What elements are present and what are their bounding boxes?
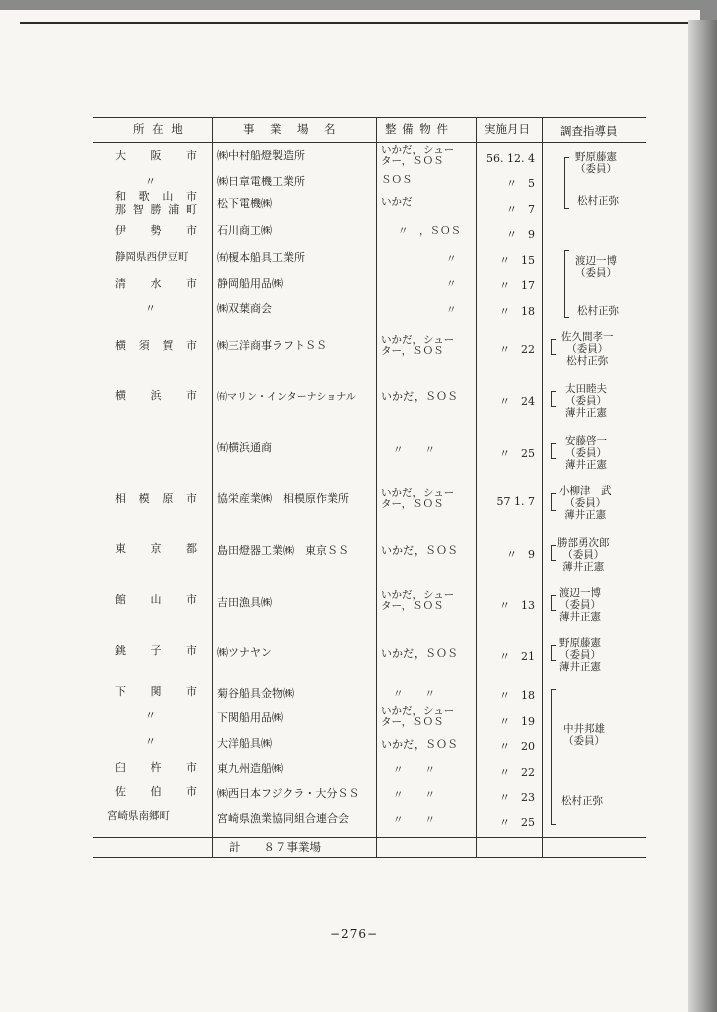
row-business: 宮崎県漁業協同組合連合会 xyxy=(217,812,349,825)
col-rule-1 xyxy=(212,117,213,857)
group-brace xyxy=(551,645,556,661)
row-date: 〃 18 xyxy=(499,305,535,318)
inspector-name: 松村正弥 xyxy=(577,195,619,207)
row-business: ㈱双葉商会 xyxy=(217,302,272,315)
row-date: 〃 9 xyxy=(506,548,535,561)
row-date: 〃 9 xyxy=(506,228,535,241)
row-business: 下関船用品㈱ xyxy=(217,711,283,724)
row-date: 〃 13 xyxy=(499,599,535,612)
row-date: 〃 5 xyxy=(506,177,535,190)
total-top-rule xyxy=(93,837,646,838)
group-brace xyxy=(551,443,556,459)
row-business: 松下電機㈱ xyxy=(217,197,272,210)
inspector-name: 野原藤憲 （委員） xyxy=(575,151,617,175)
row-business: ㈱ツナヤン xyxy=(217,646,272,659)
row-date: 56. 12. 4 xyxy=(486,152,535,165)
col-rule-4 xyxy=(542,117,543,857)
row-property: 〃 〃 xyxy=(393,764,435,776)
row-business: 吉田漁具㈱ xyxy=(217,596,272,609)
row-location: 大 阪 市 xyxy=(115,149,197,162)
row-date: 〃 7 xyxy=(506,203,535,216)
row-property: いかだ，ＳＯＳ xyxy=(381,738,458,751)
row-business: 静岡船用品㈱ xyxy=(217,277,283,290)
row-date: 〃 20 xyxy=(499,740,535,753)
row-property: 〃 xyxy=(446,253,457,265)
row-property: いかだ，ＳＯＳ xyxy=(381,390,458,403)
row-property: 〃 〃 xyxy=(393,444,435,456)
row-location: 清 水 市 xyxy=(115,277,197,290)
row-date: 〃 18 xyxy=(499,689,535,702)
inspector-name: 渡辺一博 （委員） xyxy=(575,255,617,279)
row-location: 伊 勢 市 xyxy=(115,224,197,237)
row-business: 石川商工㈱ xyxy=(217,224,272,237)
group-brace xyxy=(564,157,569,209)
row-business: 東九州造船㈱ xyxy=(217,762,283,775)
group-brace xyxy=(551,493,556,511)
row-business: 島田燈器工業㈱ 東京ＳＳ xyxy=(217,544,349,557)
row-location: 横 浜 市 xyxy=(115,389,197,402)
header-location: 所 在 地 xyxy=(133,122,185,136)
total-count: 計 ８７事業場 xyxy=(229,840,321,854)
row-location: 横 須 賀 市 xyxy=(115,339,197,352)
book-spine-shadow xyxy=(688,20,717,1012)
table-top-rule xyxy=(93,117,646,118)
row-location: 臼 杵 市 xyxy=(115,761,197,774)
row-property: 〃 ，ＳＯＳ xyxy=(398,225,461,237)
row-location: 銚 子 市 xyxy=(115,644,197,657)
row-location: 佐 伯 市 xyxy=(115,785,197,798)
row-property: いかだ，シュー ター，ＳＯＳ xyxy=(381,334,455,357)
row-location: 宮崎県南郷町 xyxy=(107,810,170,822)
inspector-name: 佐久間孝一 （委員） 松村正弥 xyxy=(561,331,614,367)
row-property: いかだ，シュー ター，ＳＯＳ xyxy=(381,487,455,510)
row-date: 〃 19 xyxy=(499,715,535,728)
row-date: 〃 22 xyxy=(499,766,535,779)
header-bottom-rule xyxy=(93,142,646,143)
row-business: ㈲横浜通商 xyxy=(217,441,272,454)
row-property: 〃 〃 xyxy=(393,814,435,826)
row-property: いかだ，シュー ター，ＳＯＳ xyxy=(381,589,455,612)
row-business: ㈱西日本フジクラ・大分ＳＳ xyxy=(217,787,360,800)
row-property: いかだ，シュー ター，ＳＯＳ xyxy=(381,705,455,728)
row-location-sub: 那智勝浦町 xyxy=(115,203,197,216)
inspector-name: 小柳津 武 （委員） 薄井正憲 xyxy=(559,485,612,521)
row-location: 静岡県西伊豆町 xyxy=(115,251,189,263)
inspector-name: 勝部勇次郎 （委員） 薄井正憲 xyxy=(557,537,610,573)
inspection-table xyxy=(93,117,646,857)
row-business: 協栄産業㈱ 相模原作業所 xyxy=(217,492,349,505)
row-business: ㈲榎本船具工業所 xyxy=(217,251,305,264)
row-location: 相 模 原 市 xyxy=(115,492,197,505)
row-location: 〃 xyxy=(145,709,156,722)
row-property: ＳＯＳ xyxy=(381,174,413,186)
row-property: いかだ，ＳＯＳ xyxy=(381,544,458,557)
row-property: いかだ xyxy=(381,196,413,208)
row-business: ㈱日章電機工業所 xyxy=(217,175,305,188)
group-brace xyxy=(551,689,556,825)
group-brace xyxy=(551,595,556,611)
header-date: 実施月日 xyxy=(484,122,530,136)
row-date: 〃 15 xyxy=(499,254,535,267)
row-date: 〃 25 xyxy=(499,447,535,460)
row-business: ㈱中村船燈製造所 xyxy=(217,149,305,162)
page-number: −276− xyxy=(330,927,379,941)
header-business: 事 業 場 名 xyxy=(243,122,338,136)
row-location: 〃 xyxy=(145,302,156,315)
group-brace xyxy=(551,391,556,407)
row-date: 〃 17 xyxy=(499,279,535,292)
row-property: 〃 〃 xyxy=(393,688,435,700)
row-property: いかだ，シュー ター，ＳＯＳ xyxy=(381,144,455,167)
row-location: 東 京 都 xyxy=(115,542,197,555)
row-location: 〃 xyxy=(145,175,156,188)
table-bottom-rule xyxy=(93,857,646,858)
row-property: 〃 〃 xyxy=(393,789,435,801)
row-location: 〃 xyxy=(145,735,156,748)
col-rule-2 xyxy=(376,117,377,857)
group-brace xyxy=(551,339,556,355)
row-location: 下 関 市 xyxy=(115,685,197,698)
top-rule xyxy=(20,22,700,24)
inspector-name: 野原藤憲 （委員） 薄井正憲 xyxy=(559,637,601,673)
row-business: ㈱三洋商事ラフトＳＳ xyxy=(217,339,327,352)
row-business: 大洋船具㈱ xyxy=(217,737,272,750)
row-date: 57 1. 7 xyxy=(496,495,535,508)
row-date: 〃 24 xyxy=(499,395,535,408)
header-property: 整 備 物 件 xyxy=(385,122,449,136)
row-property: 〃 xyxy=(446,304,457,316)
row-property: 〃 xyxy=(446,278,457,290)
inspector-name: 太田睦夫 （委員） 薄井正憲 xyxy=(565,383,607,419)
inspector-name: 松村正弥 xyxy=(561,795,603,807)
row-date: 〃 21 xyxy=(499,650,535,663)
group-brace xyxy=(551,545,556,561)
col-rule-3 xyxy=(476,117,477,857)
row-location: 和 歌 山 市 xyxy=(115,190,197,203)
inspector-name: 安藤啓一 （委員） 薄井正憲 xyxy=(565,435,607,471)
group-brace xyxy=(564,250,569,318)
row-business: 菊谷船具金物㈱ xyxy=(217,687,294,700)
inspector-name: 松村正弥 xyxy=(577,305,619,317)
row-property: いかだ，ＳＯＳ xyxy=(381,647,458,660)
row-date: 〃 23 xyxy=(499,791,535,804)
row-business: ㈲マリン・インターナショナル xyxy=(217,392,356,403)
row-location: 館 山 市 xyxy=(115,593,197,606)
row-date: 〃 25 xyxy=(499,816,535,829)
header-inspector: 調査指導員 xyxy=(560,124,618,138)
inspector-name: 渡辺一博 （委員） 薄井正憲 xyxy=(559,587,601,623)
row-date: 〃 22 xyxy=(499,343,535,356)
inspector-name: 中井邦雄 （委員） xyxy=(563,723,605,747)
